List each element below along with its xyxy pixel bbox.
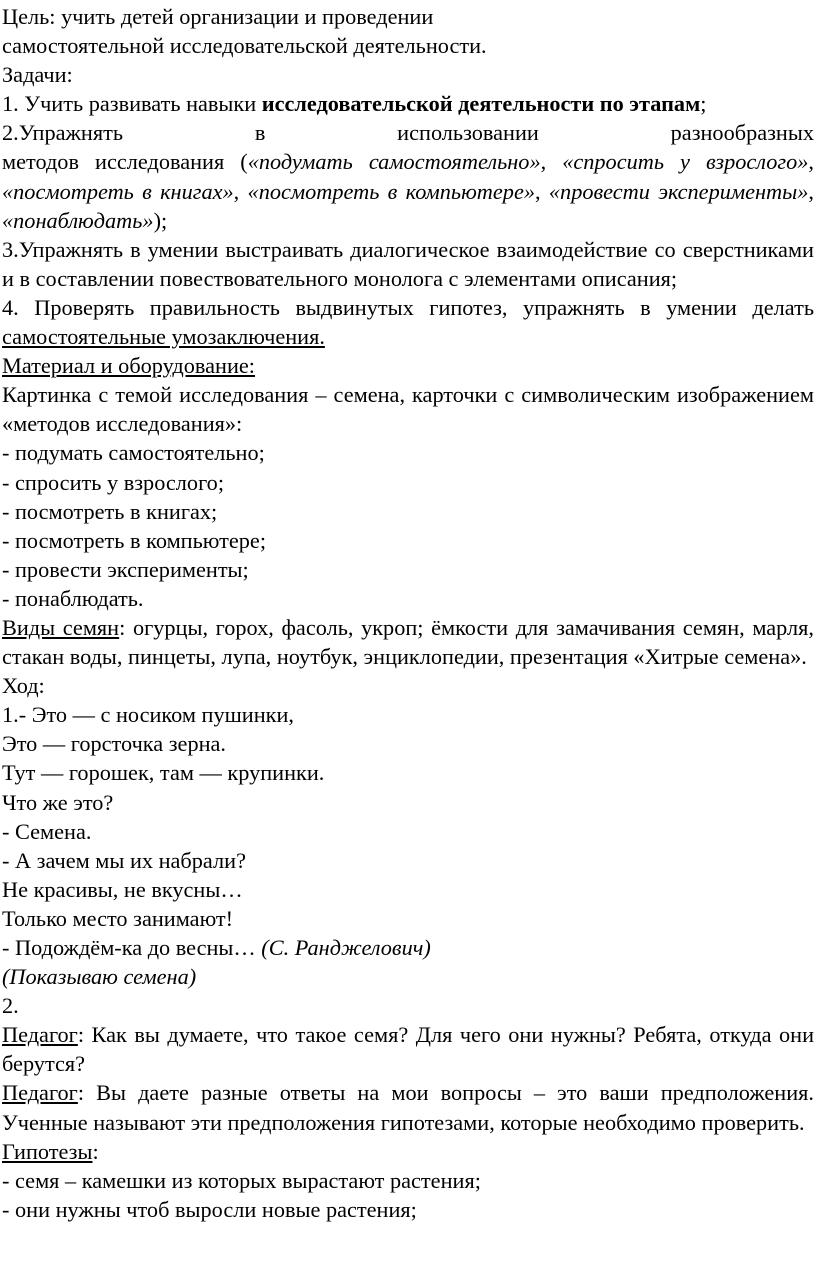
list-item: - посмотреть в компьютере;	[2, 527, 267, 553]
goal-line-2: самостоятельной исследовательской деятельности.	[2, 33, 487, 59]
task-1: 1. Учить развивать навыки исследовательской деятельности по этапам;	[2, 91, 707, 117]
poem-line: - А зачем мы их набрали?	[2, 847, 246, 873]
teacher-question-1: Педагог: Как вы думаете, что такое семя? Для чего они нужны? Ребята, откуда они берутся?	[2, 1022, 814, 1077]
course-heading: Ход:	[2, 673, 45, 699]
poem-line: Тут — горошек, там — крупинки.	[2, 760, 325, 786]
hypotheses-label: Гипотезы	[2, 1138, 93, 1164]
goal-line-1: Цель: учить детей организации и проведении	[2, 4, 434, 29]
materials-heading: Материал и оборудование:	[2, 353, 255, 379]
seeds-label: Виды семян	[2, 614, 120, 640]
poem-line: - Семена.	[2, 818, 92, 844]
task-4-underlined: самостоятельные умозаключения.	[2, 324, 325, 350]
poem-line: Не красивы, не вкусны…	[2, 876, 243, 902]
task-1-bold: исследовательской деятельности по этапам	[261, 91, 701, 117]
poem-author: (С. Ранджелович)	[261, 935, 431, 960]
stage-note: (Показываю семена)	[2, 964, 197, 990]
seeds-paragraph: Виды семян: огурцы, горох, фасоль, укроп; ёмкости для замачивания семян, марля, стакан воды, пинцеты, лупа, ноутбук, энциклопедии, презентация «Хитрые семена».	[2, 614, 814, 670]
poem-last-line: - Подождём-ка до весны… (С. Ранджелович)	[2, 935, 431, 960]
list-item: - провести эксперименты;	[2, 556, 249, 582]
teacher-label: Педагог	[2, 1080, 78, 1106]
teacher-question-2: Педагог: Вы даете разные ответы на мои вопросы – это ваши предположения. Ученные называют эти предположения гипотезами, которые необходимо проверить.	[2, 1080, 814, 1135]
list-item: - подумать самостоятельно;	[2, 440, 265, 466]
teacher-label: Педагог	[2, 1022, 78, 1048]
task-2-line-1: 2.Упражнять в использовании разнообразных	[2, 120, 814, 146]
list-item: - семя – камешки из которых вырастают растения;	[2, 1167, 481, 1193]
list-item: - посмотреть в книгах;	[2, 498, 218, 524]
task-2-methods: методов исследования («подумать самостоятельно», «спросить у взрослого», «посмотреть в книгах», «посмотреть в компьютере», «провести эксперименты», «понаблюдать»);	[2, 149, 814, 233]
hypotheses-heading: Гипотезы:	[2, 1138, 99, 1164]
poem-line: 1.- Это — с носиком пушинки,	[2, 702, 294, 728]
list-item: - спросить у взрослого;	[2, 469, 225, 495]
materials-intro: Картинка с темой исследования – семена, карточки с символическим изображением «методов исследования»:	[2, 382, 814, 437]
poem-line: Только место занимают!	[2, 905, 234, 931]
list-item: - понаблюдать.	[2, 585, 144, 611]
poem-line: Это — горсточка зерна.	[2, 731, 227, 757]
poem-line: Что же это?	[2, 789, 114, 815]
step-2-number: 2.	[2, 993, 19, 1019]
tasks-heading: Задачи:	[2, 62, 73, 88]
task-4: 4. Проверять правильность выдвинутых гипотез, упражнять в умении делать самостоятельные умозаключения.	[2, 294, 814, 350]
list-item: - они нужны чтоб выросли новые растения;	[2, 1196, 417, 1222]
task-3: 3.Упражнять в умении выстраивать диалогическое взаимодействие со сверстниками и в составлении повествовательного монолога с элементами описания;	[2, 236, 814, 291]
